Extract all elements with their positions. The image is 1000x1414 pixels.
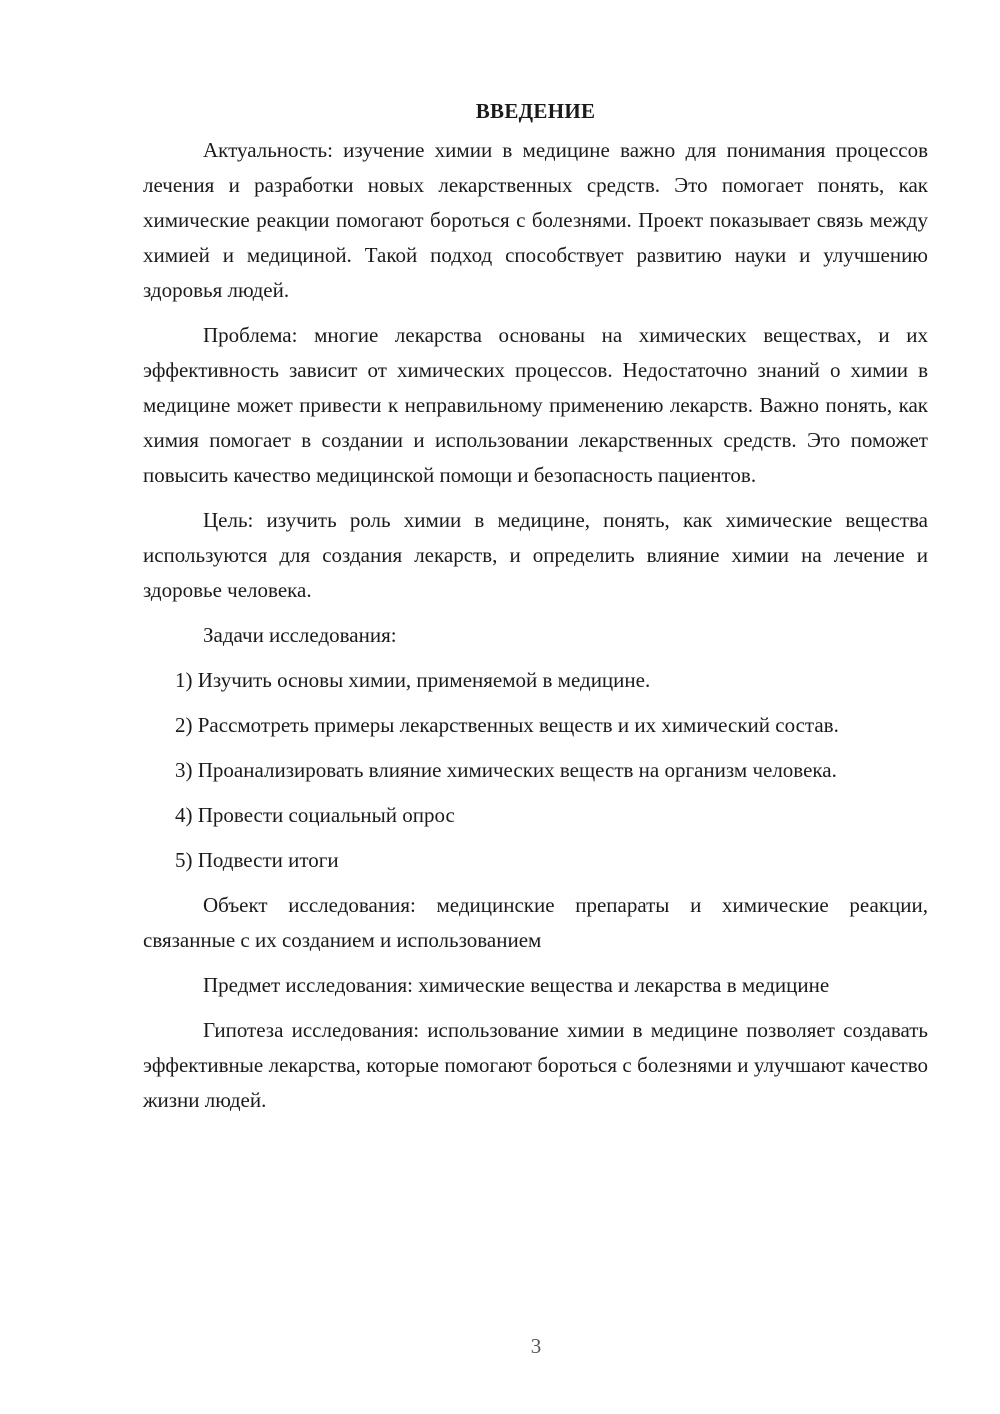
page-number: 3 (530, 1334, 542, 1358)
page-title: ВВЕДЕНИЕ (475, 99, 596, 123)
page-content (143, 96, 928, 1118)
list-item: 5) Подвести итоги (175, 848, 339, 872)
list-item: 2) Рассмотреть примеры лекарственных веществ и их химический состав. (175, 713, 839, 737)
list-item: 1) Изучить основы химии, применяемой в медицине. (175, 668, 651, 692)
paragraph-goal: Цель: изучить роль химии в медицине, понять, как химические вещества используются для создания лекарств, и определить влияние химии на лечение и здоровье человека. (143, 508, 928, 602)
paragraph-object: Объект исследования: медицинские препараты и химические реакции, связанные с их созданием и использованием (143, 893, 928, 952)
paragraph-tasks-heading: Задачи исследования: (203, 623, 397, 647)
task-list (143, 663, 928, 878)
list-item: 3) Проанализировать влияние химических веществ на организм человека. (175, 758, 837, 782)
paragraph-problem: Проблема: многие лекарства основаны на химических веществах, и их эффективность зависит от химических процессов. Недостаточно знаний о химии в медицине может привести к неправильному применению лекарств. Важно понять, как химия помогает в создании и использовании лекарственных средств. Это поможет повысить качество медицинской помощи и безопасность пациентов. (143, 323, 928, 487)
list-item: 4) Провести социальный опрос (175, 803, 455, 827)
paragraph-hypothesis: Гипотеза исследования: использование химии в медицине позволяет создавать эффективные лекарства, которые помогают бороться с болезнями и улучшают качество жизни людей. (143, 1018, 928, 1112)
paragraph-relevance: Актуальность: изучение химии в медицине важно для понимания процессов лечения и разработки новых лекарственных средств. Это помогает понять, как химические реакции помогают бороться с болезнями. Проект показывает связь между химией и медициной. Такой подход способствует развитию науки и улучшению здоровья людей. (143, 138, 928, 302)
paragraph-subject: Предмет исследования: химические вещества и лекарства в медицине (203, 973, 830, 997)
